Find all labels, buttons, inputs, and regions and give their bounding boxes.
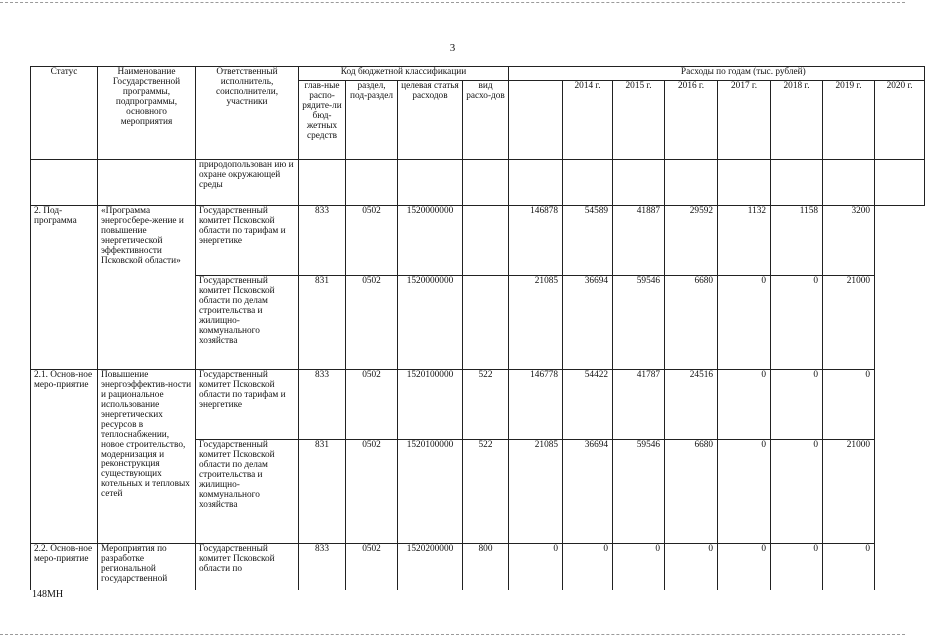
table-row xyxy=(31,370,925,440)
header-year: 2017 г. xyxy=(718,81,771,160)
value-cell: 21085 xyxy=(509,440,563,544)
table-row xyxy=(31,160,925,206)
section-cell: 0502 xyxy=(346,206,398,276)
status-cell: 2. Под-программа xyxy=(31,206,98,370)
budget-table xyxy=(30,66,925,590)
scan-edge-bottom xyxy=(0,634,905,635)
value-cell: 36694 xyxy=(563,276,613,370)
type-cell xyxy=(463,206,509,276)
value-cell: 0 xyxy=(563,544,613,590)
responsible-cell: Государственный комитет Псковской области по xyxy=(196,544,299,590)
section-cell: 0502 xyxy=(346,440,398,544)
type-cell: 522 xyxy=(463,370,509,440)
type-cell xyxy=(463,276,509,370)
value-cell: 29592 xyxy=(665,206,718,276)
value-cell: 6680 xyxy=(665,440,718,544)
value-cell: 21000 xyxy=(823,276,875,370)
responsible-cell: Государственный комитет Псковской области по тарифам и энергетике xyxy=(196,370,299,440)
target-cell: 1520100000 xyxy=(398,440,463,544)
responsible-cell: Государственный комитет Псковской области по тарифам и энергетике xyxy=(196,206,299,276)
value-cell: 1158 xyxy=(771,206,823,276)
value-cell: 21085 xyxy=(509,276,563,370)
scan-edge-top xyxy=(0,2,905,3)
value-cell: 0 xyxy=(771,370,823,440)
table-row xyxy=(31,544,925,590)
grbs-cell: 833 xyxy=(299,544,346,590)
value-cell: 1132 xyxy=(718,206,771,276)
header-year: 2019 г. xyxy=(823,81,875,160)
value-cell: 41787 xyxy=(613,370,665,440)
value-cell: 0 xyxy=(718,440,771,544)
value-cell: 41887 xyxy=(613,206,665,276)
header-status: Статус xyxy=(31,67,98,160)
value-cell: 0 xyxy=(665,544,718,590)
value-cell: 3200 xyxy=(823,206,875,276)
responsible-cell: Государственный комитет Псковской области по делам строительства и жилищно-коммунального хозяйства xyxy=(196,276,299,370)
target-cell: 1520200000 xyxy=(398,544,463,590)
value-cell: 0 xyxy=(823,370,875,440)
header-name: Наименование Государственной программы, подпрограммы, основного мероприятия xyxy=(98,67,196,160)
grbs-cell: 831 xyxy=(299,440,346,544)
value-cell: 59546 xyxy=(613,440,665,544)
value-cell: 0 xyxy=(771,544,823,590)
name-cell: Повышение энергоэффектив-ности и рациональное использование энергетических ресурсов в теплоснабжении, новое строительство, модернизация и реконструкция существующих котельных и тепловых сетей xyxy=(98,370,196,544)
value-cell: 54589 xyxy=(563,206,613,276)
section-cell: 0502 xyxy=(346,276,398,370)
value-cell: 54422 xyxy=(563,370,613,440)
status-cell: 2.2. Основ-ное меро-приятие xyxy=(31,544,98,590)
header-year: 2018 г. xyxy=(771,81,823,160)
value-cell: 21000 xyxy=(823,440,875,544)
header-responsible: Ответственный исполнитель, соисполнители, участники xyxy=(196,67,299,160)
header-year: 2016 г. xyxy=(665,81,718,160)
value-cell: 6680 xyxy=(665,276,718,370)
continuation-text: природопользован ию и охране окружающей среды xyxy=(196,160,299,206)
target-cell: 1520100000 xyxy=(398,370,463,440)
header-year: 2014 г. xyxy=(563,81,613,160)
header-target: целевая статья расходов xyxy=(398,81,463,160)
name-cell: «Программа энергосбере-жение и повышение энергетической эффективности Псковской области» xyxy=(98,206,196,370)
value-cell: 0 xyxy=(771,440,823,544)
value-cell: 36694 xyxy=(563,440,613,544)
value-cell: 146878 xyxy=(509,206,563,276)
target-cell: 1520000000 xyxy=(398,276,463,370)
type-cell: 522 xyxy=(463,440,509,544)
header-type: вид расхо-дов xyxy=(463,81,509,160)
header-year: 2015 г. xyxy=(613,81,665,160)
header-section: раздел, под-раздел xyxy=(346,81,398,160)
grbs-cell: 833 xyxy=(299,206,346,276)
section-cell: 0502 xyxy=(346,544,398,590)
name-cell: Мероприятия по разработке региональной государственной xyxy=(98,544,196,590)
value-cell: 0 xyxy=(771,276,823,370)
document-code: 148МН xyxy=(32,589,64,600)
value-cell: 0 xyxy=(718,276,771,370)
responsible-cell: Государственный комитет Псковской области по делам строительства и жилищно-коммунального хозяйства xyxy=(196,440,299,544)
header-budget-code: Код бюджетной классификации xyxy=(299,67,509,81)
value-cell: 24516 xyxy=(665,370,718,440)
section-cell: 0502 xyxy=(346,370,398,440)
value-cell: 0 xyxy=(509,544,563,590)
status-cell: 2.1. Основ-ное меро-приятие xyxy=(31,370,98,544)
value-cell: 0 xyxy=(823,544,875,590)
header-grbs: глав-ные распо-рядите-ли бюд-жетных средств xyxy=(299,81,346,160)
header-year: 2020 г. xyxy=(875,81,925,160)
value-cell: 146778 xyxy=(509,370,563,440)
table-row xyxy=(31,206,925,276)
grbs-cell: 833 xyxy=(299,370,346,440)
value-cell: 0 xyxy=(718,370,771,440)
grbs-cell: 831 xyxy=(299,276,346,370)
value-cell: 0 xyxy=(613,544,665,590)
page-number: 3 xyxy=(449,42,456,54)
value-cell: 59546 xyxy=(613,276,665,370)
header-expenses: Расходы по годам (тыс. рублей) xyxy=(563,67,925,81)
target-cell: 1520000000 xyxy=(398,206,463,276)
type-cell: 800 xyxy=(463,544,509,590)
value-cell: 0 xyxy=(718,544,771,590)
